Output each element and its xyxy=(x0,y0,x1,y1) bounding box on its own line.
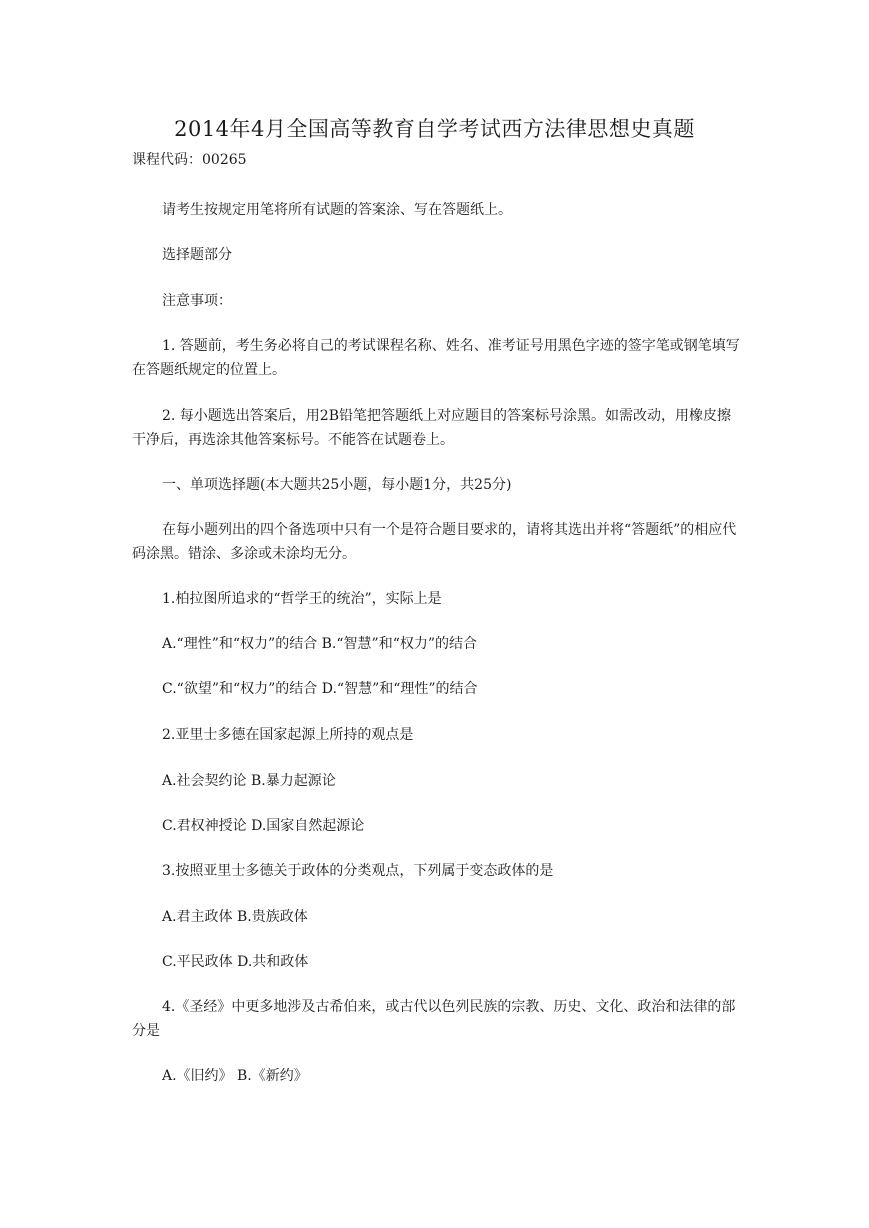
notice-heading: 注意事项： xyxy=(162,293,232,309)
section-heading-objective: 选择题部分 xyxy=(162,247,232,263)
question-2-options-cd: C.君权神授论 D.国家自然起源论 xyxy=(162,818,365,834)
course-code: 课程代码：00265 xyxy=(132,152,247,168)
question-1-options-ab: A.“理性”和“权力”的结合 B.“智慧”和“权力”的结合 xyxy=(162,636,478,652)
part-1-heading: 一、单项选择题(本大题共25小题，每小题1分，共25分) xyxy=(162,477,512,493)
part-1-instruction: 在每小题列出的四个备选项中只有一个是符合题目要求的，请将其选出并将“答题纸”的相应代码涂黑。错涂、多涂或未涂均无分。 xyxy=(132,522,737,562)
question-1: 1.柏拉图所追求的“哲学王的统治”，实际上是 xyxy=(162,591,442,607)
notice-item-1: 1. 答题前，考生务必将自己的考试课程名称、姓名、准考证号用黑色字迹的签字笔或钢笔填写在答题纸规定的位置上。 xyxy=(132,338,740,378)
question-2: 2.亚里士多德在国家起源上所持的观点是 xyxy=(162,727,414,743)
question-1-options-cd: C.“欲望”和“权力”的结合 D.“智慧”和“理性”的结合 xyxy=(162,681,478,697)
question-4: 4.《圣经》中更多地涉及古希伯来，或古代以色列民族的宗教、历史、文化、政治和法律的部分是 xyxy=(132,999,736,1039)
exam-instruction: 请考生按规定用笔将所有试题的答案涂、写在答题纸上。 xyxy=(162,202,512,218)
question-2-options-ab: A.社会契约论 B.暴力起源论 xyxy=(162,773,336,789)
question-3: 3.按照亚里士多德关于政体的分类观点，下列属于变态政体的是 xyxy=(162,863,554,879)
question-3-options-ab: A.君主政体 B.贵族政体 xyxy=(162,909,308,925)
question-3-options-cd: C.平民政体 D.共和政体 xyxy=(162,954,309,970)
document-title: 2014年4月全国高等教育自学考试西方法律思想史真题 xyxy=(174,117,695,141)
notice-item-2: 2. 每小题选出答案后，用2B铅笔把答题纸上对应题目的答案标号涂黑。如需改动，用橡皮擦干净后，再选涂其他答案标号。不能答在试题卷上。 xyxy=(132,408,732,448)
question-4-options-ab: A.《旧约》 B.《新约》 xyxy=(162,1068,308,1084)
